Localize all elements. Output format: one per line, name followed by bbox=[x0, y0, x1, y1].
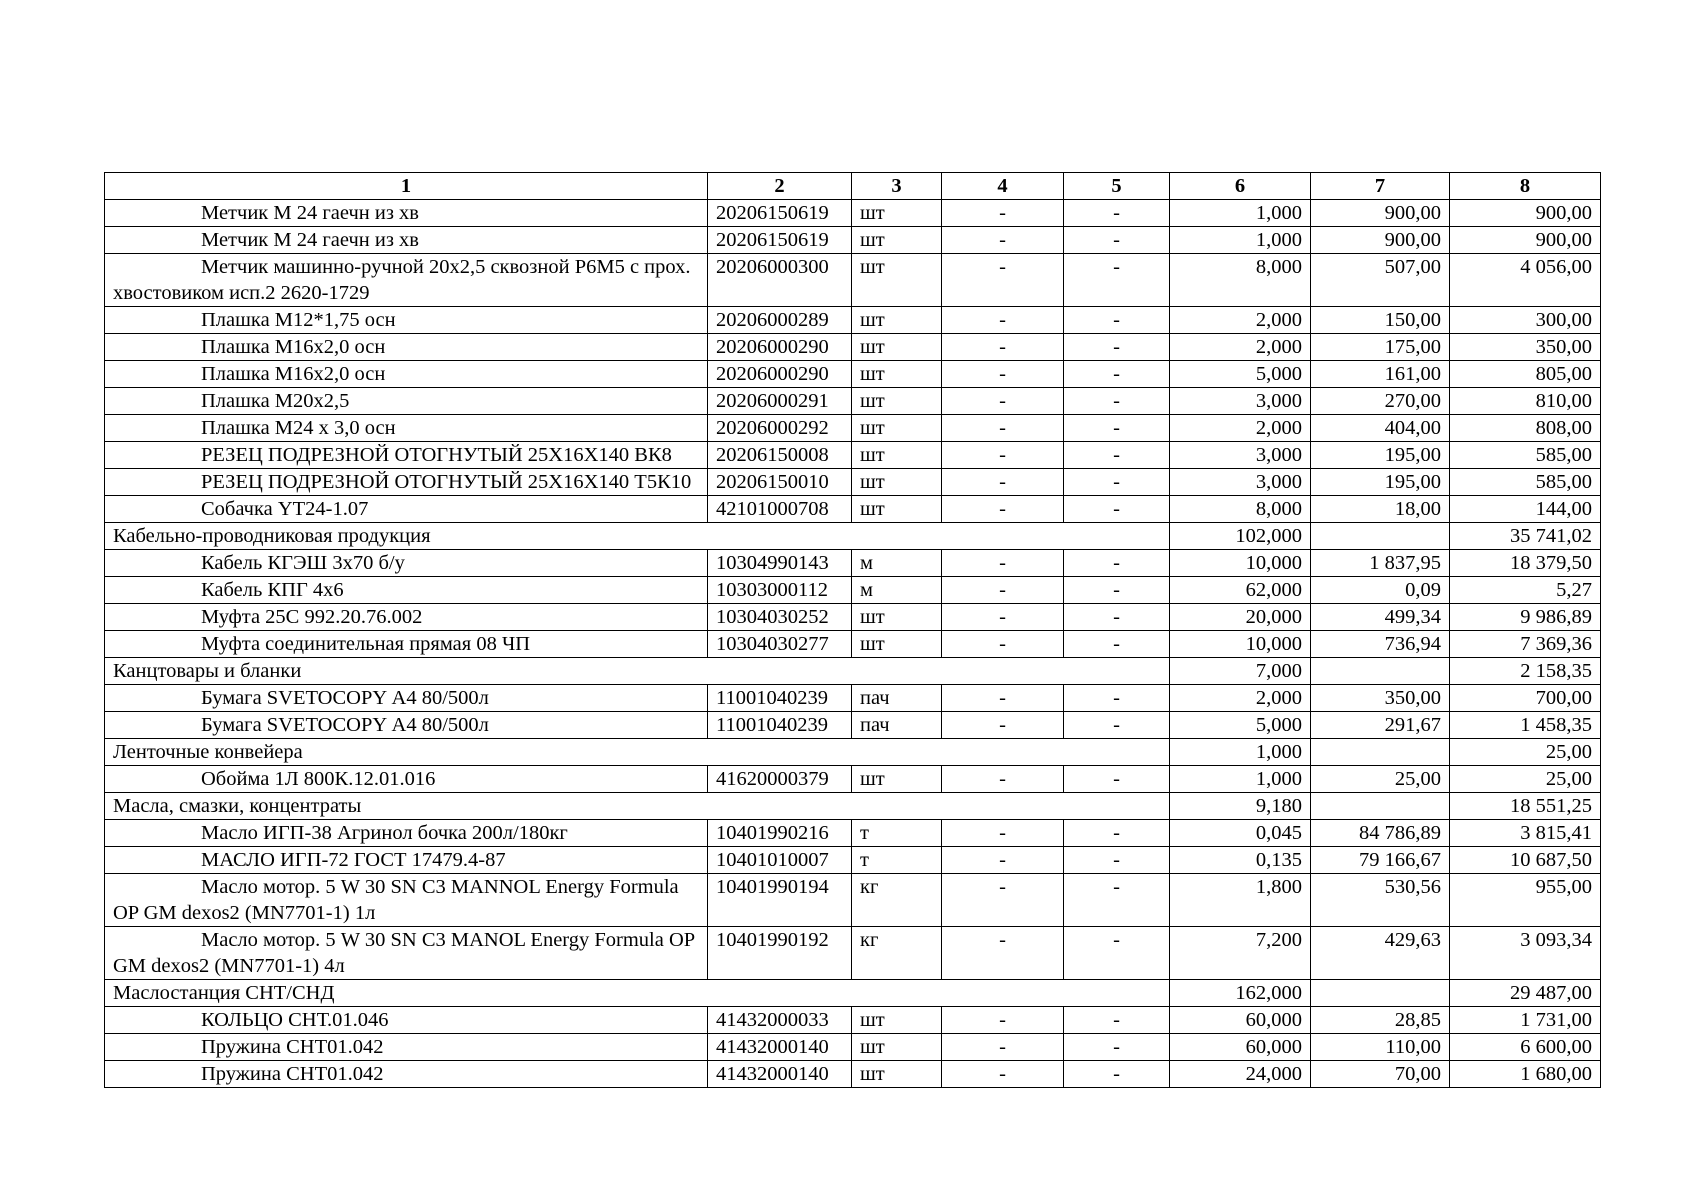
price-cell: 350,00 bbox=[1311, 685, 1450, 712]
name-cell bbox=[105, 307, 708, 334]
unit-cell: м bbox=[852, 550, 942, 577]
item-name: Масло мотор. 5 W 30 SN C3 MANOL Energy Formula OP GM dexos2 (MN7701-1) 4л bbox=[113, 929, 695, 977]
sum-cell: 1 458,35 bbox=[1450, 712, 1601, 739]
column-4-cell: - bbox=[942, 200, 1064, 227]
column-5-cell: - bbox=[1064, 361, 1170, 388]
price-cell: 150,00 bbox=[1311, 307, 1450, 334]
name-cell bbox=[105, 469, 708, 496]
sum-cell: 35 741,02 bbox=[1450, 523, 1601, 550]
column-4-cell: - bbox=[942, 712, 1064, 739]
name-cell bbox=[105, 361, 708, 388]
code-cell: 20206000300 bbox=[708, 254, 852, 307]
column-4-cell: - bbox=[942, 1007, 1064, 1034]
column-header: 7 bbox=[1311, 173, 1450, 200]
table-row bbox=[105, 307, 1601, 334]
unit-cell: шт bbox=[852, 496, 942, 523]
quantity-cell: 7,200 bbox=[1170, 927, 1311, 980]
column-5-cell: - bbox=[1064, 415, 1170, 442]
column-5-cell: - bbox=[1064, 820, 1170, 847]
sum-cell: 1 731,00 bbox=[1450, 1007, 1601, 1034]
quantity-cell: 8,000 bbox=[1170, 496, 1311, 523]
name-cell bbox=[105, 820, 708, 847]
name-cell bbox=[105, 254, 708, 307]
name-cell bbox=[105, 1034, 708, 1061]
table-row bbox=[105, 254, 1601, 307]
column-5-cell: - bbox=[1064, 307, 1170, 334]
name-cell bbox=[105, 1007, 708, 1034]
price-cell: 404,00 bbox=[1311, 415, 1450, 442]
column-4-cell: - bbox=[942, 388, 1064, 415]
unit-cell: шт bbox=[852, 469, 942, 496]
column-5-cell: - bbox=[1064, 874, 1170, 927]
table-row bbox=[105, 1034, 1601, 1061]
quantity-cell: 102,000 bbox=[1170, 523, 1311, 550]
price-cell: 736,94 bbox=[1311, 631, 1450, 658]
unit-cell: т bbox=[852, 820, 942, 847]
unit-cell: шт bbox=[852, 388, 942, 415]
table-row bbox=[105, 847, 1601, 874]
column-header: 3 bbox=[852, 173, 942, 200]
sum-cell: 18 551,25 bbox=[1450, 793, 1601, 820]
column-5-cell: - bbox=[1064, 685, 1170, 712]
quantity-cell: 8,000 bbox=[1170, 254, 1311, 307]
code-cell: 11001040239 bbox=[708, 685, 852, 712]
group-row bbox=[105, 980, 1601, 1007]
column-header: 2 bbox=[708, 173, 852, 200]
header-row bbox=[105, 173, 1601, 200]
item-name: Пружина СНТ01.042 bbox=[201, 1063, 384, 1085]
unit-cell: кг bbox=[852, 927, 942, 980]
code-cell: 20206150619 bbox=[708, 227, 852, 254]
quantity-cell: 9,180 bbox=[1170, 793, 1311, 820]
code-cell: 10304030277 bbox=[708, 631, 852, 658]
unit-cell: шт bbox=[852, 227, 942, 254]
code-cell: 20206150619 bbox=[708, 200, 852, 227]
table-row bbox=[105, 631, 1601, 658]
table-row bbox=[105, 469, 1601, 496]
item-name: Метчик М 24 гаечн из хв bbox=[201, 202, 419, 224]
item-name: Плашка М20х2,5 bbox=[201, 390, 350, 412]
price-cell: 18,00 bbox=[1311, 496, 1450, 523]
sum-cell: 3 093,34 bbox=[1450, 927, 1601, 980]
sum-cell: 6 600,00 bbox=[1450, 1034, 1601, 1061]
table-row bbox=[105, 712, 1601, 739]
price-cell: 28,85 bbox=[1311, 1007, 1450, 1034]
item-name: КОЛЬЦО СНТ.01.046 bbox=[201, 1009, 389, 1031]
unit-cell: шт bbox=[852, 334, 942, 361]
group-row bbox=[105, 658, 1601, 685]
column-5-cell: - bbox=[1064, 254, 1170, 307]
sum-cell: 700,00 bbox=[1450, 685, 1601, 712]
column-5-cell: - bbox=[1064, 1061, 1170, 1088]
item-name: Плашка М16х2,0 осн bbox=[201, 336, 386, 358]
sum-cell: 300,00 bbox=[1450, 307, 1601, 334]
sum-cell: 900,00 bbox=[1450, 200, 1601, 227]
table-row bbox=[105, 577, 1601, 604]
sum-cell: 18 379,50 bbox=[1450, 550, 1601, 577]
name-cell bbox=[105, 1061, 708, 1088]
name-cell bbox=[105, 712, 708, 739]
table-row bbox=[105, 415, 1601, 442]
column-5-cell: - bbox=[1064, 927, 1170, 980]
item-name: МАСЛО ИГП-72 ГОСТ 17479.4-87 bbox=[201, 849, 506, 871]
column-4-cell: - bbox=[942, 820, 1064, 847]
sum-cell: 810,00 bbox=[1450, 388, 1601, 415]
sum-cell: 808,00 bbox=[1450, 415, 1601, 442]
quantity-cell: 1,800 bbox=[1170, 874, 1311, 927]
code-cell: 20206000290 bbox=[708, 361, 852, 388]
code-cell: 20206150008 bbox=[708, 442, 852, 469]
code-cell: 20206000289 bbox=[708, 307, 852, 334]
code-cell: 20206150010 bbox=[708, 469, 852, 496]
column-5-cell: - bbox=[1064, 712, 1170, 739]
quantity-cell: 60,000 bbox=[1170, 1007, 1311, 1034]
column-4-cell: - bbox=[942, 874, 1064, 927]
column-4-cell: - bbox=[942, 685, 1064, 712]
quantity-cell: 10,000 bbox=[1170, 631, 1311, 658]
column-4-cell: - bbox=[942, 415, 1064, 442]
group-name-cell: Кабельно-проводниковая продукция bbox=[105, 523, 1170, 550]
column-5-cell: - bbox=[1064, 334, 1170, 361]
group-row bbox=[105, 523, 1601, 550]
item-name: Кабель КГЭШ 3х70 б/у bbox=[201, 552, 405, 574]
table-row bbox=[105, 1061, 1601, 1088]
code-cell: 11001040239 bbox=[708, 712, 852, 739]
name-cell bbox=[105, 604, 708, 631]
price-cell: 70,00 bbox=[1311, 1061, 1450, 1088]
group-name-cell: Ленточные конвейера bbox=[105, 739, 1170, 766]
price-cell: 161,00 bbox=[1311, 361, 1450, 388]
unit-cell: кг bbox=[852, 874, 942, 927]
quantity-cell: 20,000 bbox=[1170, 604, 1311, 631]
unit-cell: шт bbox=[852, 766, 942, 793]
column-4-cell: - bbox=[942, 254, 1064, 307]
name-cell bbox=[105, 415, 708, 442]
code-cell: 20206000290 bbox=[708, 334, 852, 361]
price-cell: 195,00 bbox=[1311, 442, 1450, 469]
quantity-cell: 7,000 bbox=[1170, 658, 1311, 685]
name-cell bbox=[105, 442, 708, 469]
price-cell: 900,00 bbox=[1311, 227, 1450, 254]
quantity-cell: 1,000 bbox=[1170, 200, 1311, 227]
price-cell: 291,67 bbox=[1311, 712, 1450, 739]
sum-cell: 3 815,41 bbox=[1450, 820, 1601, 847]
item-name: Масло ИГП-38 Агринол бочка 200л/180кг bbox=[201, 822, 568, 844]
column-4-cell: - bbox=[942, 334, 1064, 361]
code-cell: 10304990143 bbox=[708, 550, 852, 577]
code-cell: 20206000292 bbox=[708, 415, 852, 442]
item-name: Бумага SVETOCOPY А4 80/500л bbox=[201, 687, 489, 709]
code-cell: 41432000140 bbox=[708, 1061, 852, 1088]
name-cell bbox=[105, 766, 708, 793]
column-4-cell: - bbox=[942, 1034, 1064, 1061]
quantity-cell: 62,000 bbox=[1170, 577, 1311, 604]
table-row bbox=[105, 550, 1601, 577]
column-5-cell: - bbox=[1064, 442, 1170, 469]
sum-cell: 350,00 bbox=[1450, 334, 1601, 361]
item-name: РЕЗЕЦ ПОДРЕЗНОЙ ОТОГНУТЫЙ 25Х16Х140 ВК8 bbox=[201, 444, 672, 466]
price-cell: 175,00 bbox=[1311, 334, 1450, 361]
item-name: Плашка М24 х 3,0 осн bbox=[201, 417, 396, 439]
item-name: Обойма 1Л 800К.12.01.016 bbox=[201, 768, 436, 790]
column-5-cell: - bbox=[1064, 550, 1170, 577]
column-5-cell: - bbox=[1064, 577, 1170, 604]
unit-cell: т bbox=[852, 847, 942, 874]
table-row bbox=[105, 200, 1601, 227]
unit-cell: шт bbox=[852, 1034, 942, 1061]
item-name: Масло мотор. 5 W 30 SN C3 MANNOL Energy Formula OP GM dexos2 (MN7701-1) 1л bbox=[113, 876, 679, 924]
name-cell bbox=[105, 200, 708, 227]
price-cell: 429,63 bbox=[1311, 927, 1450, 980]
unit-cell: шт bbox=[852, 307, 942, 334]
group-name-cell: Масла, смазки, концентраты bbox=[105, 793, 1170, 820]
unit-cell: шт bbox=[852, 442, 942, 469]
column-5-cell: - bbox=[1064, 388, 1170, 415]
unit-cell: шт bbox=[852, 361, 942, 388]
unit-cell: пач bbox=[852, 685, 942, 712]
column-4-cell: - bbox=[942, 469, 1064, 496]
price-cell: 0,09 bbox=[1311, 577, 1450, 604]
table-row bbox=[105, 874, 1601, 927]
item-name: Бумага SVETOCOPY А4 80/500л bbox=[201, 714, 489, 736]
column-4-cell: - bbox=[942, 927, 1064, 980]
quantity-cell: 60,000 bbox=[1170, 1034, 1311, 1061]
name-cell bbox=[105, 577, 708, 604]
column-5-cell: - bbox=[1064, 847, 1170, 874]
item-name: Муфта 25С 992.20.76.002 bbox=[201, 606, 423, 628]
price-cell: 1 837,95 bbox=[1311, 550, 1450, 577]
sum-cell: 955,00 bbox=[1450, 874, 1601, 927]
table-row bbox=[105, 227, 1601, 254]
column-4-cell: - bbox=[942, 496, 1064, 523]
column-4-cell: - bbox=[942, 847, 1064, 874]
item-name: Кабель КПГ 4х6 bbox=[201, 579, 344, 601]
name-cell bbox=[105, 685, 708, 712]
price-cell: 507,00 bbox=[1311, 254, 1450, 307]
code-cell: 41432000140 bbox=[708, 1034, 852, 1061]
item-name: Собачка YT24-1.07 bbox=[201, 498, 369, 520]
column-5-cell: - bbox=[1064, 604, 1170, 631]
unit-cell: шт bbox=[852, 200, 942, 227]
column-5-cell: - bbox=[1064, 1007, 1170, 1034]
column-4-cell: - bbox=[942, 577, 1064, 604]
quantity-cell: 1,000 bbox=[1170, 739, 1311, 766]
group-name-cell: Маслостанция СНТ/СНД bbox=[105, 980, 1170, 1007]
column-4-cell: - bbox=[942, 307, 1064, 334]
item-name: Пружина СНТ01.042 bbox=[201, 1036, 384, 1058]
code-cell: 10401990216 bbox=[708, 820, 852, 847]
sum-cell: 5,27 bbox=[1450, 577, 1601, 604]
price-cell: 110,00 bbox=[1311, 1034, 1450, 1061]
quantity-cell: 5,000 bbox=[1170, 712, 1311, 739]
column-5-cell: - bbox=[1064, 496, 1170, 523]
name-cell bbox=[105, 388, 708, 415]
name-cell bbox=[105, 874, 708, 927]
column-5-cell: - bbox=[1064, 766, 1170, 793]
sum-cell: 29 487,00 bbox=[1450, 980, 1601, 1007]
column-5-cell: - bbox=[1064, 469, 1170, 496]
sum-cell: 9 986,89 bbox=[1450, 604, 1601, 631]
column-header: 4 bbox=[942, 173, 1064, 200]
code-cell: 41432000033 bbox=[708, 1007, 852, 1034]
quantity-cell: 162,000 bbox=[1170, 980, 1311, 1007]
sum-cell: 2 158,35 bbox=[1450, 658, 1601, 685]
code-cell: 10303000112 bbox=[708, 577, 852, 604]
column-header: 8 bbox=[1450, 173, 1601, 200]
unit-cell: шт bbox=[852, 604, 942, 631]
quantity-cell: 0,135 bbox=[1170, 847, 1311, 874]
table-body bbox=[105, 200, 1601, 1088]
sum-cell: 7 369,36 bbox=[1450, 631, 1601, 658]
quantity-cell: 24,000 bbox=[1170, 1061, 1311, 1088]
quantity-cell: 2,000 bbox=[1170, 334, 1311, 361]
table-row bbox=[105, 766, 1601, 793]
price-cell bbox=[1311, 523, 1450, 550]
code-cell: 10304030252 bbox=[708, 604, 852, 631]
item-name: Муфта соединительная прямая 08 ЧП bbox=[201, 633, 531, 655]
column-4-cell: - bbox=[942, 550, 1064, 577]
column-4-cell: - bbox=[942, 766, 1064, 793]
sum-cell: 900,00 bbox=[1450, 227, 1601, 254]
table-row bbox=[105, 334, 1601, 361]
name-cell bbox=[105, 847, 708, 874]
table-row bbox=[105, 1007, 1601, 1034]
quantity-cell: 2,000 bbox=[1170, 685, 1311, 712]
unit-cell: пач bbox=[852, 712, 942, 739]
unit-cell: шт bbox=[852, 254, 942, 307]
group-row bbox=[105, 793, 1601, 820]
price-cell: 84 786,89 bbox=[1311, 820, 1450, 847]
price-cell bbox=[1311, 793, 1450, 820]
group-name-cell: Канцтовары и бланки bbox=[105, 658, 1170, 685]
quantity-cell: 5,000 bbox=[1170, 361, 1311, 388]
column-header: 5 bbox=[1064, 173, 1170, 200]
item-name: Плашка М16х2,0 осн bbox=[201, 363, 386, 385]
quantity-cell: 2,000 bbox=[1170, 307, 1311, 334]
sum-cell: 585,00 bbox=[1450, 469, 1601, 496]
name-cell bbox=[105, 927, 708, 980]
price-cell: 900,00 bbox=[1311, 200, 1450, 227]
price-cell: 530,56 bbox=[1311, 874, 1450, 927]
name-cell bbox=[105, 550, 708, 577]
quantity-cell: 2,000 bbox=[1170, 415, 1311, 442]
unit-cell: шт bbox=[852, 631, 942, 658]
price-cell: 79 166,67 bbox=[1311, 847, 1450, 874]
column-4-cell: - bbox=[942, 227, 1064, 254]
column-4-cell: - bbox=[942, 631, 1064, 658]
sum-cell: 144,00 bbox=[1450, 496, 1601, 523]
price-cell: 25,00 bbox=[1311, 766, 1450, 793]
table-row bbox=[105, 496, 1601, 523]
quantity-cell: 0,045 bbox=[1170, 820, 1311, 847]
code-cell: 20206000291 bbox=[708, 388, 852, 415]
column-5-cell: - bbox=[1064, 200, 1170, 227]
column-5-cell: - bbox=[1064, 1034, 1170, 1061]
column-4-cell: - bbox=[942, 442, 1064, 469]
column-header: 1 bbox=[105, 173, 708, 200]
price-cell: 270,00 bbox=[1311, 388, 1450, 415]
quantity-cell: 1,000 bbox=[1170, 766, 1311, 793]
name-cell bbox=[105, 227, 708, 254]
price-cell: 499,34 bbox=[1311, 604, 1450, 631]
table-row bbox=[105, 604, 1601, 631]
unit-cell: шт bbox=[852, 1007, 942, 1034]
code-cell: 10401990194 bbox=[708, 874, 852, 927]
column-header: 6 bbox=[1170, 173, 1311, 200]
column-5-cell: - bbox=[1064, 227, 1170, 254]
inventory-table bbox=[104, 172, 1601, 1088]
table-row bbox=[105, 442, 1601, 469]
code-cell: 10401010007 bbox=[708, 847, 852, 874]
table-row bbox=[105, 361, 1601, 388]
price-cell bbox=[1311, 658, 1450, 685]
sum-cell: 585,00 bbox=[1450, 442, 1601, 469]
unit-cell: шт bbox=[852, 1061, 942, 1088]
unit-cell: м bbox=[852, 577, 942, 604]
name-cell bbox=[105, 334, 708, 361]
table-row bbox=[105, 388, 1601, 415]
quantity-cell: 3,000 bbox=[1170, 442, 1311, 469]
sum-cell: 25,00 bbox=[1450, 739, 1601, 766]
item-name: Плашка М12*1,75 осн bbox=[201, 309, 396, 331]
unit-cell: шт bbox=[852, 415, 942, 442]
name-cell bbox=[105, 631, 708, 658]
quantity-cell: 3,000 bbox=[1170, 469, 1311, 496]
item-name: РЕЗЕЦ ПОДРЕЗНОЙ ОТОГНУТЫЙ 25Х16Х140 Т5К10 bbox=[201, 471, 692, 493]
column-4-cell: - bbox=[942, 1061, 1064, 1088]
item-name: Метчик М 24 гаечн из хв bbox=[201, 229, 419, 251]
table-row bbox=[105, 685, 1601, 712]
quantity-cell: 1,000 bbox=[1170, 227, 1311, 254]
code-cell: 10401990192 bbox=[708, 927, 852, 980]
price-cell: 195,00 bbox=[1311, 469, 1450, 496]
quantity-cell: 10,000 bbox=[1170, 550, 1311, 577]
sum-cell: 4 056,00 bbox=[1450, 254, 1601, 307]
name-cell bbox=[105, 496, 708, 523]
column-4-cell: - bbox=[942, 361, 1064, 388]
sum-cell: 805,00 bbox=[1450, 361, 1601, 388]
price-cell bbox=[1311, 739, 1450, 766]
item-name: Метчик машинно-ручной 20х2,5 сквозной Р6М5 с прох. хвостовиком исп.2 2620-1729 bbox=[113, 256, 691, 304]
group-row bbox=[105, 739, 1601, 766]
column-5-cell: - bbox=[1064, 631, 1170, 658]
sum-cell: 1 680,00 bbox=[1450, 1061, 1601, 1088]
code-cell: 41620000379 bbox=[708, 766, 852, 793]
sum-cell: 10 687,50 bbox=[1450, 847, 1601, 874]
sum-cell: 25,00 bbox=[1450, 766, 1601, 793]
quantity-cell: 3,000 bbox=[1170, 388, 1311, 415]
table-row bbox=[105, 820, 1601, 847]
price-cell bbox=[1311, 980, 1450, 1007]
code-cell: 42101000708 bbox=[708, 496, 852, 523]
column-4-cell: - bbox=[942, 604, 1064, 631]
table-row bbox=[105, 927, 1601, 980]
